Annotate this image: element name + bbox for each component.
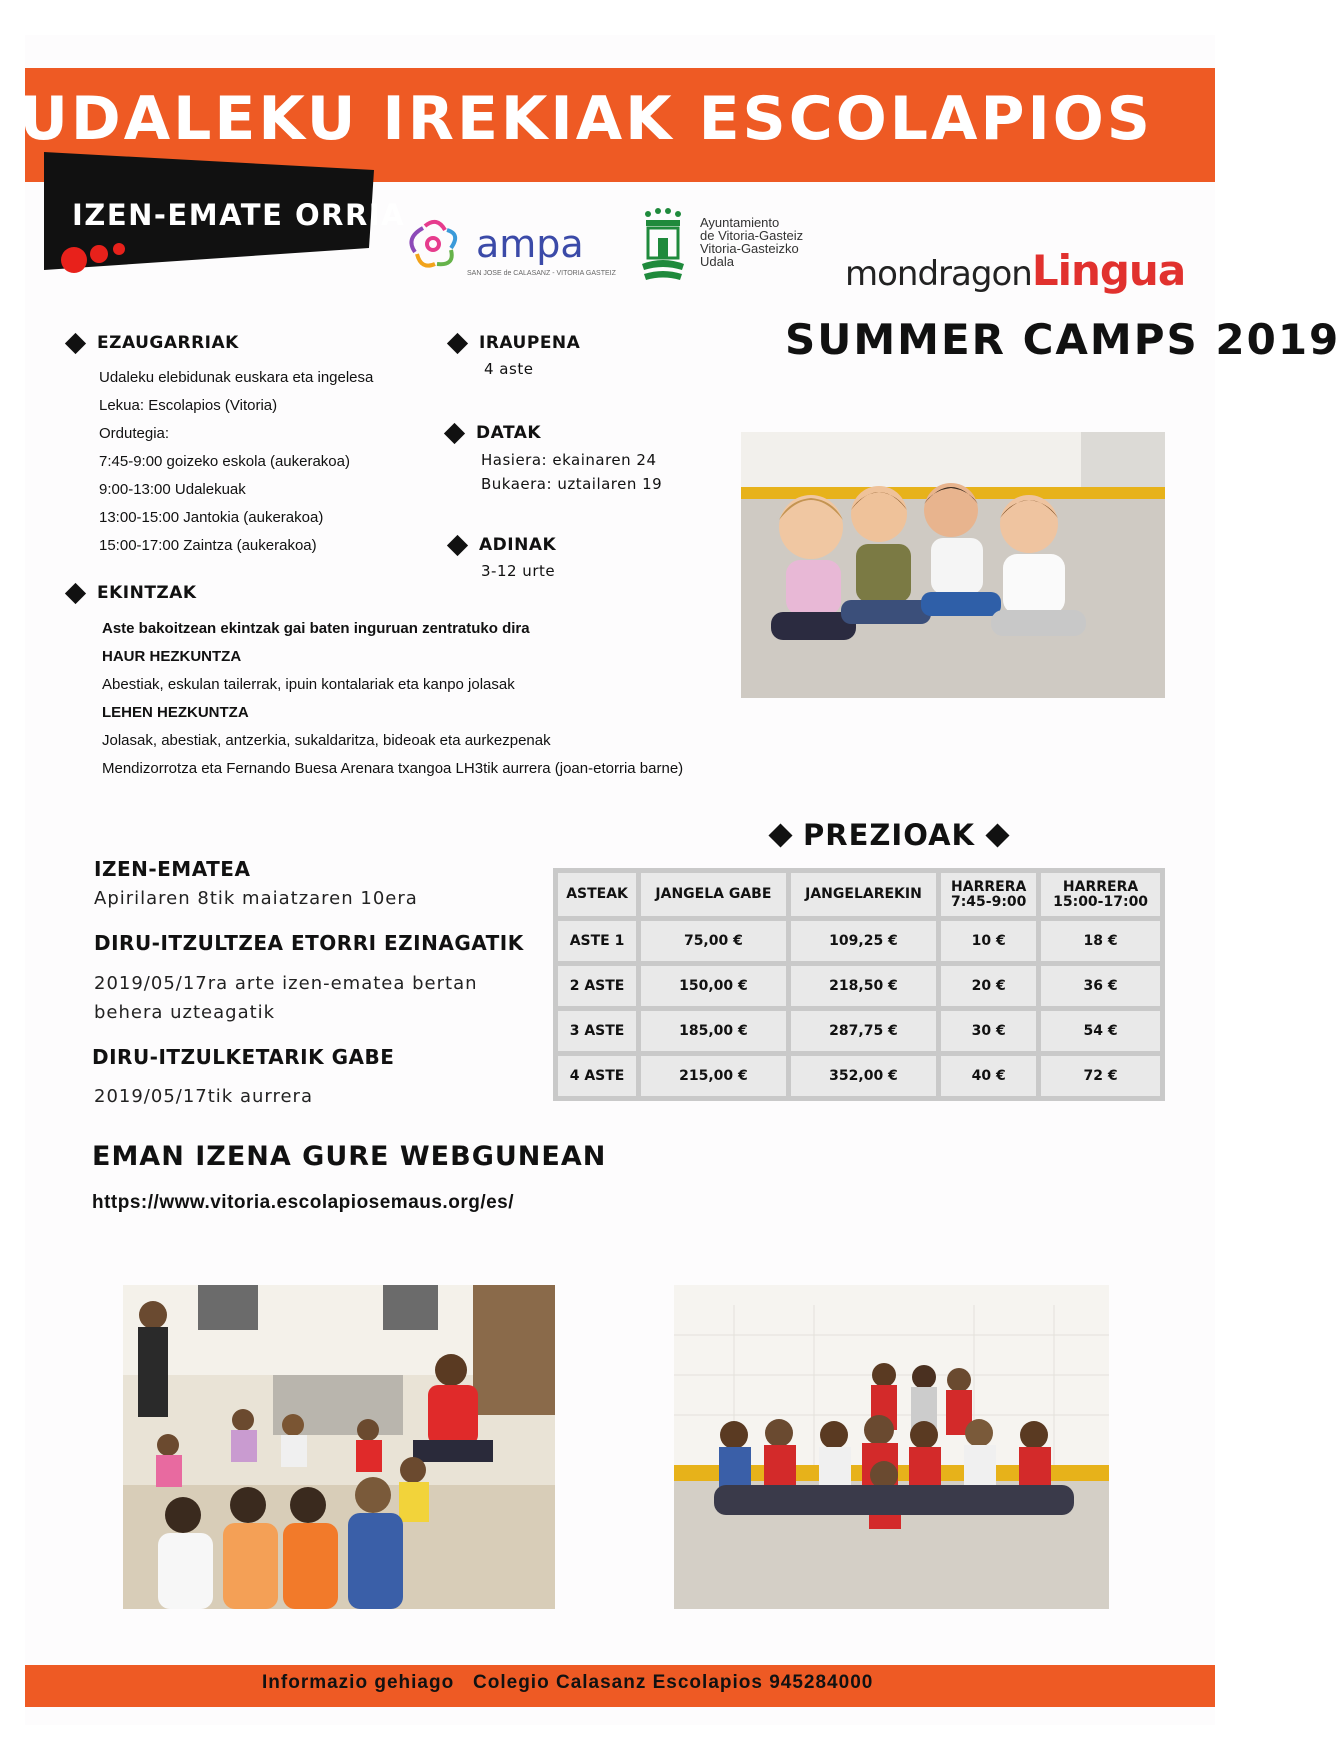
ampa-subtitle: SAN JOSE de CALASANZ - VITORIA GASTEIZ	[467, 270, 616, 277]
table-cell: 185,00 €	[641, 1011, 786, 1051]
header-jangelarekin: JANGELAREKIN	[791, 873, 936, 916]
mondragon-lingua-logo	[845, 246, 1185, 295]
izenematea-title: IZEN-EMATEA	[94, 857, 251, 881]
table-cell: 109,25 €	[791, 921, 936, 961]
ayto-line: Ayuntamiento	[700, 215, 780, 230]
list-item: Lekua: Escolapios (Vitoria)	[99, 397, 278, 414]
diamond-bullet-icon	[444, 422, 465, 443]
mondragon-word: mondragon	[845, 254, 1032, 294]
adinak-title: ADINAK	[479, 535, 557, 555]
summer-camps-title: SUMMER CAMPS 2019	[785, 315, 1340, 364]
header-jangela-gabe: JANGELA GABE	[641, 873, 786, 916]
izen-emate-title: IZEN-EMATE ORRIA	[72, 198, 406, 232]
diru-itzultzea-line1: 2019/05/17ra arte izen-ematea bertan	[94, 973, 478, 994]
diamond-bullet-icon	[447, 332, 468, 353]
table-cell: 218,50 €	[791, 966, 936, 1006]
list-item: 7:45-9:00 goizeko eskola (aukerakoa)	[99, 453, 350, 470]
table-cell: 2 ASTE	[558, 966, 636, 1006]
table-cell: 20 €	[941, 966, 1036, 1006]
iraupena-title: IRAUPENA	[479, 333, 581, 353]
header-harrera-afternoon: HARRERA 15:00-17:00	[1041, 873, 1160, 916]
table-cell: ASTE 1	[558, 921, 636, 961]
ezaugarriak-list	[99, 364, 373, 560]
eman-izena-heading: EMAN IZENA GURE WEBGUNEAN	[92, 1141, 607, 1172]
ekintzak-list	[102, 615, 683, 783]
haur-title: HAUR HEZKUNTZA	[102, 648, 242, 665]
ezaugarriak-heading	[68, 333, 239, 353]
table-cell: 75,00 €	[641, 921, 786, 961]
list-item: Udaleku elebidunak euskara eta ingelesa	[99, 369, 374, 386]
footer-contact	[262, 1672, 873, 1694]
ezaugarriak-title: EZAUGARRIAK	[97, 333, 239, 353]
iraupena-value: 4 aste	[484, 360, 534, 378]
datak-hasiera: Hasiera: ekainaren 24	[481, 451, 657, 469]
diru-gabe-title: DIRU-ITZULKETARIK GABE	[92, 1045, 395, 1069]
iraupena-heading	[450, 333, 580, 353]
diru-itzultzea-line2: behera uzteagatik	[94, 1002, 276, 1023]
table-cell: 72 €	[1041, 1056, 1160, 1096]
ayto-line: de Vitoria-Gasteiz	[700, 228, 804, 243]
diamond-bullet-icon	[65, 332, 86, 353]
ayuntamiento-crest-logo	[638, 208, 688, 283]
price-table	[553, 868, 1165, 1101]
list-item: 13:00-15:00 Jantokia (aukerakoa)	[99, 509, 324, 526]
lehen-title: LEHEN HEZKUNTZA	[102, 704, 249, 721]
table-row	[558, 1056, 1160, 1096]
adinak-value: 3-12 urte	[481, 562, 556, 580]
ekintzak-title: EKINTZAK	[97, 583, 197, 603]
banner-title: UDALEKU IREKIAK ESCOLAPIOS	[19, 84, 1153, 154]
table-cell: 352,00 €	[791, 1056, 936, 1096]
table-row	[558, 1011, 1160, 1051]
footer-info-label: Informazio gehiago	[262, 1672, 455, 1693]
table-cell: 40 €	[941, 1056, 1036, 1096]
diru-itzultzea-title: DIRU-ITZULTZEA ETORRI EZINAGATIK	[94, 931, 524, 955]
table-cell: 36 €	[1041, 966, 1160, 1006]
list-item: Ordutegia:	[99, 425, 170, 442]
table-cell: 4 ASTE	[558, 1056, 636, 1096]
diamond-bullet-icon	[65, 582, 86, 603]
diamond-bullet-icon	[768, 823, 792, 847]
table-row	[558, 921, 1160, 961]
group-photo	[674, 1285, 1109, 1609]
table-cell: 10 €	[941, 921, 1036, 961]
table-cell: 3 ASTE	[558, 1011, 636, 1051]
registration-link[interactable]: https://www.vitoria.escolapiosemaus.org/es/	[92, 1192, 515, 1213]
header-asteak: ASTEAK	[558, 873, 636, 916]
datak-title: DATAK	[476, 423, 542, 443]
datak-bukaera: Bukaera: uztailaren 19	[481, 475, 663, 493]
diamond-bullet-icon	[985, 823, 1009, 847]
header-harrera-morning: HARRERA 7:45-9:00	[941, 873, 1036, 916]
adinak-heading	[450, 535, 556, 555]
table-cell: 215,00 €	[641, 1056, 786, 1096]
ayto-line: Udala	[700, 254, 734, 269]
prezioak-title: PREZIOAK	[803, 818, 976, 852]
haur-text: Abestiak, eskulan tailerrak, ipuin kontalariak eta kanpo jolasak	[102, 676, 515, 693]
classroom-photo	[123, 1285, 555, 1609]
list-item: 9:00-13:00 Udalekuak	[99, 481, 246, 498]
table-cell: 287,75 €	[791, 1011, 936, 1051]
datak-heading	[447, 423, 541, 443]
ayto-line: Vitoria-Gasteizko	[700, 241, 799, 256]
lingua-word: Lingua	[1031, 246, 1186, 295]
ekintzak-heading	[68, 583, 197, 603]
diru-gabe-text: 2019/05/17tik aurrera	[94, 1086, 313, 1107]
table-cell: 150,00 €	[641, 966, 786, 1006]
izenematea-text: Apirilaren 8tik maiatzaren 10era	[94, 888, 418, 909]
list-item: 15:00-17:00 Zaintza (aukerakoa)	[99, 537, 317, 554]
footer-school-phone: Colegio Calasanz Escolapios 945284000	[473, 1672, 874, 1693]
ampa-wordmark: ampa	[476, 222, 584, 266]
ekintzak-intro: Aste bakoitzean ekintzak gai baten inguruan zentratuko dira	[102, 620, 530, 637]
ayuntamiento-text	[700, 216, 803, 268]
table-row	[558, 966, 1160, 1006]
prezioak-heading	[772, 818, 1006, 852]
diamond-bullet-icon	[447, 534, 468, 555]
table-cell: 18 €	[1041, 921, 1160, 961]
table-cell: 54 €	[1041, 1011, 1160, 1051]
lehen-text: Jolasak, abestiak, antzerkia, sukaldaritza, bideoak eta aurkezpenak	[102, 732, 551, 749]
kids-sitting-photo	[741, 432, 1165, 698]
table-header-row	[558, 873, 1160, 916]
ekintzak-extra: Mendizorrotza eta Fernando Buesa Arenara txangoa LH3tik aurrera (joan-etorria barne)	[102, 760, 684, 777]
table-cell: 30 €	[941, 1011, 1036, 1051]
